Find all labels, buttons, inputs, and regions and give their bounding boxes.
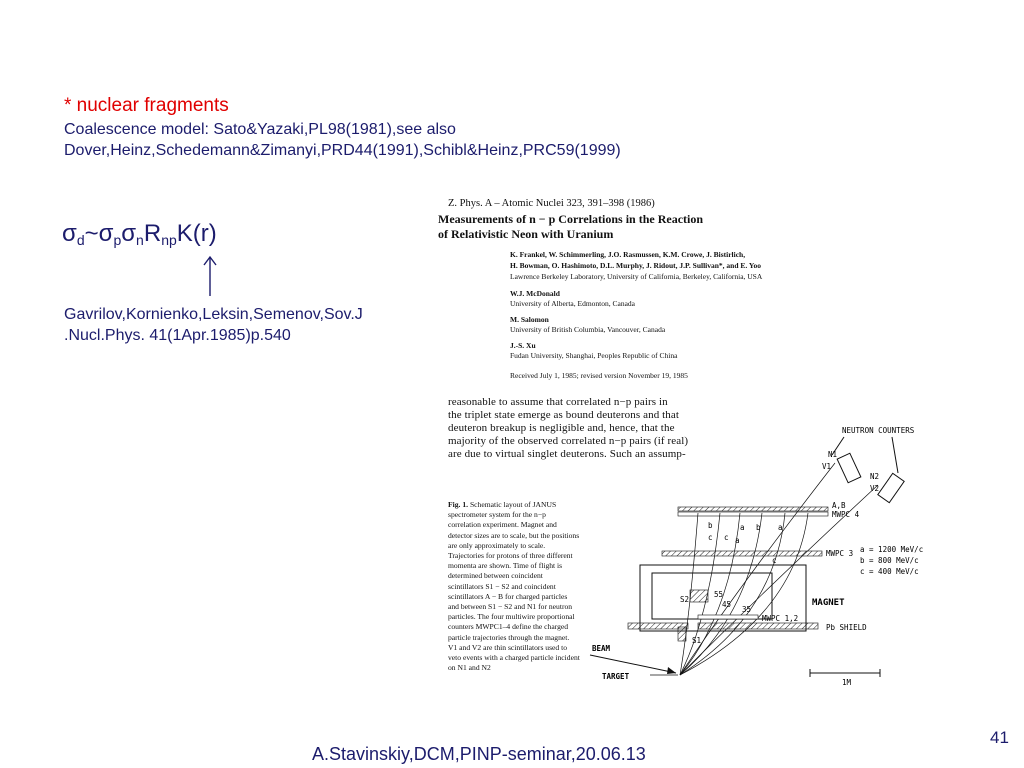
label-beam: BEAM <box>592 644 611 653</box>
traj-label-b: b <box>708 521 713 530</box>
traj-label-c: c <box>724 533 729 542</box>
beam-line <box>590 655 676 673</box>
authors-line-1: K. Frankel, W. Schimmerling, J.O. Rasmussen, K.M. Crowe, J. Bistirlich, <box>510 250 746 259</box>
label-target: TARGET <box>602 672 630 681</box>
traj-label-c: c <box>772 556 777 565</box>
neutron-counter-n2 <box>878 473 904 502</box>
angle-55: 55 <box>714 590 724 599</box>
label-mwpc12: MWPC 1,2 <box>762 614 799 623</box>
mwpc-1-2 <box>698 615 758 619</box>
paper-clipping <box>420 190 940 710</box>
affiliation-2: University of Alberta, Edmonton, Canada <box>510 299 635 308</box>
subscript-p: p <box>113 232 122 248</box>
section-heading: * nuclear fragments <box>64 95 229 116</box>
label-s1: S1 <box>692 636 702 645</box>
author-xu: J.-S. Xu <box>510 341 536 350</box>
affiliation-1: Lawrence Berkeley Laboratory, University of California, Berkeley, California, USA <box>510 272 763 281</box>
caption-text: Schematic layout of JANUS spectrometer system for the n−p correlation experiment. Magnet and detector sizes are to scale, but the positions are only approximately to scale. Trajectories for protons of three different momenta are shown. Time of flight is determined between coincident scintillators S1 − S2 and coincident scintillators A − B for charged particles and between S1 − S2 and N1 for neutron particles. The four multiwire proportional counters MWPC1–4 define the charged particle trajectories through the magnet. V1 and V2 are thin scintillators used to veto events with a charged particle incident on N1 and N2 <box>448 500 580 673</box>
scintillator-s1 <box>678 627 686 641</box>
label-neutron-counters: NEUTRON COUNTERS <box>842 426 915 435</box>
label-mwpc3: MWPC 3 <box>826 549 854 558</box>
scintillator-ab <box>678 507 828 511</box>
traj-label-a: a <box>735 536 740 545</box>
body-text-line: deuteron breakup is negligible and, hence, that the <box>448 422 675 434</box>
reference-line-1: Coalescence model: Sato&Yazaki,PL98(1981),see also <box>64 121 456 138</box>
legend-a: a = 1200 MeV/c <box>860 545 924 554</box>
r-symbol: R <box>143 220 162 247</box>
body-text-line: are due to virtual singlet deuterons. Such an assump- <box>448 448 686 460</box>
label-n2: N2 <box>870 472 880 481</box>
body-text-line: the triplet state emerge as bound deuterons and that <box>448 409 680 421</box>
angle-35: 35 <box>742 605 752 614</box>
affiliation-3: University of British Columbia, Vancouver, Canada <box>510 325 666 334</box>
footer-citation: A.Stavinskiy,DCM,PINP-seminar,20.06.13 <box>312 744 646 764</box>
up-arrow-icon <box>200 254 220 298</box>
label-magnet: MAGNET <box>812 598 845 608</box>
legend-b: b = 800 MeV/c <box>860 556 919 565</box>
label-scale: 1M <box>842 678 852 687</box>
subscript-n: n <box>136 232 144 248</box>
paper-title-line-1: Measurements of n − p Correlations in the Reaction <box>438 212 704 226</box>
sigma-d-symbol: σ <box>62 220 77 247</box>
caption-label: Fig. 1. <box>448 500 469 509</box>
tilde-symbol: ~ <box>84 220 99 247</box>
received-date: Received July 1, 1985; revised version November 19, 1985 <box>510 371 688 380</box>
sigma-n-symbol: σ <box>121 220 137 247</box>
traj-label-a: a <box>740 523 745 532</box>
author-mcdonald: W.J. McDonald <box>510 289 560 298</box>
label-n1: N1 <box>828 450 838 459</box>
body-text-line: majority of the observed correlated n−p pairs (if real) <box>448 435 689 447</box>
legend-c: c = 400 MeV/c <box>860 567 919 576</box>
angle-45: 45 <box>722 600 732 609</box>
gavrilov-reference-line-2: .Nucl.Phys. 41(1Apr.1985)p.540 <box>64 327 291 344</box>
scintillator-s2 <box>690 590 708 602</box>
page-number: 41 <box>990 728 1009 747</box>
sigma-p-symbol: σ <box>98 220 114 247</box>
reference-line-2: Dover,Heinz,Schedemann&Zimanyi,PRD44(1991),Schibl&Heinz,PRC59(1999) <box>64 142 621 159</box>
label-v1: V1 <box>822 462 832 471</box>
figure-caption <box>448 500 580 673</box>
magnet-gap <box>652 573 772 619</box>
label-v2: V2 <box>870 484 880 493</box>
coalescence-formula <box>62 220 217 248</box>
author-salomon: M. Salomon <box>510 315 549 324</box>
label-pb-shield: Pb SHIELD <box>826 623 867 632</box>
subscript-np: np <box>161 232 177 248</box>
body-text-line: reasonable to assume that correlated n−p pairs in <box>448 396 668 408</box>
neutron-counter-n1 <box>837 453 861 482</box>
label-mwpc4: MWPC 4 <box>832 510 860 519</box>
subscript-d: d <box>76 232 85 248</box>
janus-spectrometer-diagram <box>580 415 940 705</box>
gavrilov-reference-line-1: Gavrilov,Kornienko,Leksin,Semenov,Sov.J <box>64 306 363 323</box>
label-s2: S2 <box>680 595 690 604</box>
k-of-r: K(r) <box>176 220 217 247</box>
beam-arrowhead <box>667 667 676 674</box>
traj-label-a: a <box>778 523 783 532</box>
journal-citation: Z. Phys. A – Atomic Nuclei 323, 391–398 (1986) <box>448 198 655 209</box>
label-ab: A,B <box>832 501 846 510</box>
paper-title-line-2: of Relativistic Neon with Uranium <box>438 227 614 241</box>
traj-label-c: c <box>708 533 713 542</box>
affiliation-4: Fudan University, Shanghai, Peoples Republic of China <box>510 351 678 360</box>
neutron-arrow-2 <box>892 437 898 473</box>
pb-shield-right <box>698 623 818 629</box>
traj-label-b: b <box>756 523 761 532</box>
mwpc-4 <box>678 512 828 516</box>
authors-line-2: H. Bowman, O. Hashimoto, D.L. Murphy, J. Ridout, J.P. Sullivan*, and E. Yoo <box>510 261 761 270</box>
